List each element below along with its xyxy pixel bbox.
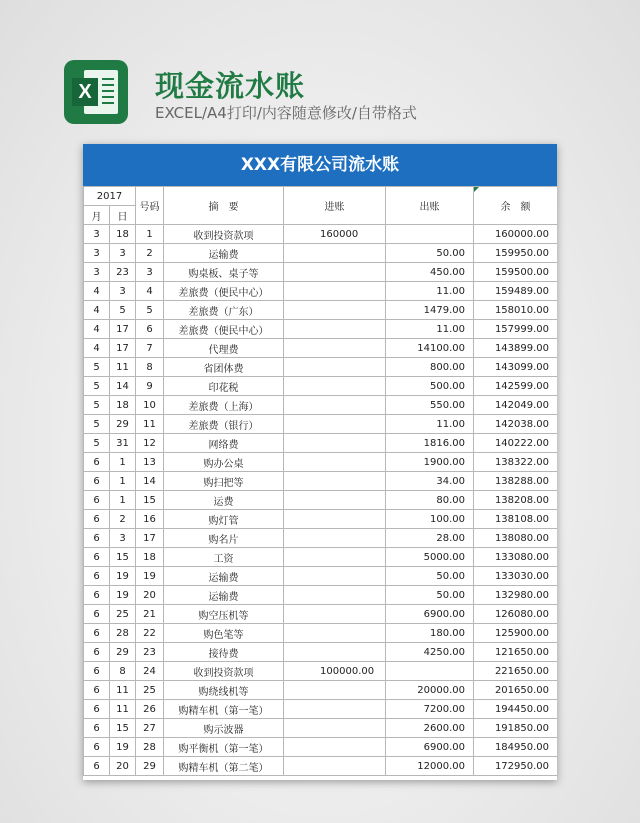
balance-cell[interactable]: 159489.00: [474, 282, 557, 301]
expense-cell[interactable]: 11.00: [386, 415, 474, 434]
table-row: [84, 700, 558, 719]
day-cell[interactable]: 1: [110, 472, 136, 491]
day-cell[interactable]: 3: [110, 529, 136, 548]
income-cell[interactable]: [284, 529, 386, 548]
code-cell[interactable]: 25: [136, 681, 164, 700]
summary-cell[interactable]: 收到投资款项: [164, 662, 284, 681]
expense-cell[interactable]: [386, 225, 474, 244]
summary-cell[interactable]: 网络费: [164, 434, 284, 453]
income-cell[interactable]: [284, 681, 386, 700]
code-cell[interactable]: 17: [136, 529, 164, 548]
day-cell[interactable]: 23: [110, 263, 136, 282]
month-cell[interactable]: 6: [84, 472, 110, 491]
expense-cell[interactable]: 6900.00: [386, 738, 474, 757]
table-row: [84, 415, 558, 434]
expense-cell[interactable]: 6900.00: [386, 605, 474, 624]
summary-cell[interactable]: 接待费: [164, 643, 284, 662]
table-row: [84, 738, 558, 757]
day-cell[interactable]: 25: [110, 605, 136, 624]
day-cell[interactable]: 18: [110, 225, 136, 244]
day-cell[interactable]: 28: [110, 624, 136, 643]
table-row: [84, 624, 558, 643]
income-cell[interactable]: [284, 358, 386, 377]
code-cell[interactable]: 22: [136, 624, 164, 643]
income-cell[interactable]: [284, 396, 386, 415]
table-row: [84, 358, 558, 377]
expense-cell[interactable]: 100.00: [386, 510, 474, 529]
balance-cell[interactable]: 201650.00: [474, 681, 557, 700]
income-cell[interactable]: [284, 263, 386, 282]
expense-cell[interactable]: 50.00: [386, 567, 474, 586]
summary-cell[interactable]: 购平衡机（第一笔）: [164, 738, 284, 757]
balance-cell[interactable]: 158010.00: [474, 301, 557, 320]
summary-cell[interactable]: 运输费: [164, 567, 284, 586]
code-cell[interactable]: 8: [136, 358, 164, 377]
table-row: [84, 339, 558, 358]
day-cell[interactable]: 20: [110, 757, 136, 776]
balance-cell[interactable]: 126080.00: [474, 605, 557, 624]
code-cell[interactable]: 28: [136, 738, 164, 757]
month-cell[interactable]: 6: [84, 700, 110, 719]
sheet-banner: XXX有限公司流水账: [83, 144, 557, 186]
expense-cell[interactable]: 11.00: [386, 282, 474, 301]
balance-cell[interactable]: 142599.00: [474, 377, 557, 396]
page-title: 现金流水账: [155, 69, 306, 103]
income-cell[interactable]: [284, 757, 386, 776]
income-cell[interactable]: [284, 586, 386, 605]
code-cell[interactable]: 7: [136, 339, 164, 358]
balance-cell[interactable]: 160000.00: [474, 225, 557, 244]
table-row: [84, 586, 558, 605]
code-header[interactable]: 号码: [136, 187, 164, 225]
month-cell[interactable]: 3: [84, 244, 110, 263]
income-cell[interactable]: [284, 244, 386, 263]
code-cell[interactable]: 6: [136, 320, 164, 339]
month-cell[interactable]: 6: [84, 567, 110, 586]
summary-cell[interactable]: 运费: [164, 491, 284, 510]
table-row: [84, 529, 558, 548]
table-row: [84, 301, 558, 320]
income-cell[interactable]: [284, 320, 386, 339]
balance-cell[interactable]: 125900.00: [474, 624, 557, 643]
expense-cell[interactable]: 20000.00: [386, 681, 474, 700]
balance-cell[interactable]: 221650.00: [474, 662, 557, 681]
day-cell[interactable]: 11: [110, 700, 136, 719]
expense-cell[interactable]: 1900.00: [386, 453, 474, 472]
balance-cell[interactable]: 142049.00: [474, 396, 557, 415]
income-cell[interactable]: [284, 434, 386, 453]
table-row: [84, 244, 558, 263]
summary-cell[interactable]: 购灯管: [164, 510, 284, 529]
month-cell[interactable]: 6: [84, 491, 110, 510]
table-row: [84, 643, 558, 662]
table-row: [84, 320, 558, 339]
table-row: [84, 605, 558, 624]
code-cell[interactable]: 27: [136, 719, 164, 738]
header-row-1: [84, 187, 558, 206]
summary-cell[interactable]: 购办公桌: [164, 453, 284, 472]
code-cell[interactable]: 5: [136, 301, 164, 320]
expense-cell[interactable]: 50.00: [386, 586, 474, 605]
code-cell[interactable]: 11: [136, 415, 164, 434]
balance-cell[interactable]: 194450.00: [474, 700, 557, 719]
day-cell[interactable]: 19: [110, 586, 136, 605]
summary-cell[interactable]: 购色笔等: [164, 624, 284, 643]
month-cell[interactable]: 3: [84, 225, 110, 244]
code-cell[interactable]: 20: [136, 586, 164, 605]
day-cell[interactable]: 19: [110, 738, 136, 757]
expense-cell[interactable]: 14100.00: [386, 339, 474, 358]
income-cell[interactable]: [284, 282, 386, 301]
income-cell[interactable]: [284, 548, 386, 567]
expense-cell[interactable]: 28.00: [386, 529, 474, 548]
day-cell[interactable]: 5: [110, 301, 136, 320]
balance-cell[interactable]: 138288.00: [474, 472, 557, 491]
summary-cell[interactable]: 省团体费: [164, 358, 284, 377]
month-cell[interactable]: 6: [84, 529, 110, 548]
balance-cell[interactable]: 157999.00: [474, 320, 557, 339]
summary-cell[interactable]: 购桌板、桌子等: [164, 263, 284, 282]
summary-cell[interactable]: 收到投资款项: [164, 225, 284, 244]
month-cell[interactable]: 5: [84, 396, 110, 415]
code-cell[interactable]: 23: [136, 643, 164, 662]
logo-letter: X: [72, 78, 98, 106]
expense-cell[interactable]: 11.00: [386, 320, 474, 339]
excel-logo-icon: [64, 60, 128, 124]
table-row: [84, 491, 558, 510]
table-row: [84, 434, 558, 453]
balance-cell[interactable]: 121650.00: [474, 643, 557, 662]
income-cell[interactable]: 160000: [284, 225, 386, 244]
balance-cell[interactable]: 142038.00: [474, 415, 557, 434]
income-cell[interactable]: [284, 415, 386, 434]
balance-cell[interactable]: 172950.00: [474, 757, 557, 776]
income-cell[interactable]: [284, 339, 386, 358]
balance-cell[interactable]: 138322.00: [474, 453, 557, 472]
month-cell[interactable]: 3: [84, 263, 110, 282]
expense-cell[interactable]: 450.00: [386, 263, 474, 282]
code-cell[interactable]: 15: [136, 491, 164, 510]
day-cell[interactable]: 29: [110, 415, 136, 434]
month-cell[interactable]: 6: [84, 643, 110, 662]
day-cell[interactable]: 18: [110, 396, 136, 415]
table-row: [84, 453, 558, 472]
day-cell[interactable]: 1: [110, 453, 136, 472]
expense-cell[interactable]: 800.00: [386, 358, 474, 377]
income-cell[interactable]: [284, 643, 386, 662]
summary-cell[interactable]: 差旅费（银行）: [164, 415, 284, 434]
code-cell[interactable]: 9: [136, 377, 164, 396]
code-cell[interactable]: 2: [136, 244, 164, 263]
table-row: [84, 548, 558, 567]
day-cell[interactable]: 17: [110, 339, 136, 358]
code-cell[interactable]: 26: [136, 700, 164, 719]
month-cell[interactable]: 6: [84, 586, 110, 605]
day-cell[interactable]: 15: [110, 548, 136, 567]
day-cell[interactable]: 19: [110, 567, 136, 586]
ledger-table: [83, 186, 557, 776]
month-cell[interactable]: 6: [84, 681, 110, 700]
month-cell[interactable]: 5: [84, 434, 110, 453]
expense-cell[interactable]: 50.00: [386, 244, 474, 263]
summary-cell[interactable]: 购精车机（第一笔）: [164, 700, 284, 719]
expense-cell[interactable]: 550.00: [386, 396, 474, 415]
expense-cell[interactable]: 1816.00: [386, 434, 474, 453]
month-cell[interactable]: 6: [84, 510, 110, 529]
cell-marker-icon: [474, 187, 479, 192]
income-cell[interactable]: [284, 472, 386, 491]
income-cell[interactable]: [284, 377, 386, 396]
code-cell[interactable]: 18: [136, 548, 164, 567]
day-cell[interactable]: 8: [110, 662, 136, 681]
summary-cell[interactable]: 运输费: [164, 244, 284, 263]
summary-cell[interactable]: 差旅费（便民中心）: [164, 282, 284, 301]
code-cell[interactable]: 24: [136, 662, 164, 681]
income-header[interactable]: 进账: [284, 187, 386, 225]
balance-cell[interactable]: 138208.00: [474, 491, 557, 510]
day-cell[interactable]: 2: [110, 510, 136, 529]
expense-cell[interactable]: 7200.00: [386, 700, 474, 719]
expense-cell[interactable]: 34.00: [386, 472, 474, 491]
income-cell[interactable]: [284, 567, 386, 586]
day-cell[interactable]: 29: [110, 643, 136, 662]
income-cell[interactable]: [284, 738, 386, 757]
table-row: [84, 719, 558, 738]
expense-cell[interactable]: 4250.00: [386, 643, 474, 662]
table-row: [84, 567, 558, 586]
month-cell[interactable]: 6: [84, 453, 110, 472]
table-row: [84, 396, 558, 415]
summary-cell[interactable]: 运输费: [164, 586, 284, 605]
day-header[interactable]: 日: [110, 206, 136, 225]
summary-cell[interactable]: 购名片: [164, 529, 284, 548]
balance-cell[interactable]: 138080.00: [474, 529, 557, 548]
balance-cell[interactable]: 143099.00: [474, 358, 557, 377]
balance-cell[interactable]: 159950.00: [474, 244, 557, 263]
expense-cell[interactable]: 12000.00: [386, 757, 474, 776]
month-cell[interactable]: 5: [84, 415, 110, 434]
month-cell[interactable]: 6: [84, 719, 110, 738]
summary-cell[interactable]: 购示波器: [164, 719, 284, 738]
balance-cell[interactable]: 133080.00: [474, 548, 557, 567]
month-cell[interactable]: 6: [84, 738, 110, 757]
summary-cell[interactable]: 工资: [164, 548, 284, 567]
day-cell[interactable]: 3: [110, 244, 136, 263]
day-cell[interactable]: 1: [110, 491, 136, 510]
code-cell[interactable]: 16: [136, 510, 164, 529]
code-cell[interactable]: 4: [136, 282, 164, 301]
code-cell[interactable]: 21: [136, 605, 164, 624]
ledger-sheet: [83, 144, 557, 780]
expense-cell[interactable]: 500.00: [386, 377, 474, 396]
code-cell[interactable]: 13: [136, 453, 164, 472]
summary-cell[interactable]: 代理费: [164, 339, 284, 358]
code-cell[interactable]: 3: [136, 263, 164, 282]
day-cell[interactable]: 3: [110, 282, 136, 301]
month-cell[interactable]: 4: [84, 301, 110, 320]
code-cell[interactable]: 10: [136, 396, 164, 415]
expense-header[interactable]: 出账: [386, 187, 474, 225]
code-cell[interactable]: 19: [136, 567, 164, 586]
balance-cell[interactable]: 143899.00: [474, 339, 557, 358]
balance-header[interactable]: [474, 187, 557, 225]
income-cell[interactable]: [284, 301, 386, 320]
income-cell[interactable]: [284, 491, 386, 510]
summary-cell[interactable]: 购精车机（第二笔）: [164, 757, 284, 776]
month-cell[interactable]: 6: [84, 757, 110, 776]
balance-cell[interactable]: 132980.00: [474, 586, 557, 605]
expense-cell[interactable]: [386, 662, 474, 681]
summary-cell[interactable]: 购扫把等: [164, 472, 284, 491]
table-row: [84, 681, 558, 700]
balance-cell[interactable]: 140222.00: [474, 434, 557, 453]
page-subtitle: EXCEL/A4打印/内容随意修改/自带格式: [155, 104, 417, 122]
summary-header[interactable]: 摘 要: [164, 187, 284, 225]
day-cell[interactable]: 11: [110, 358, 136, 377]
table-row: [84, 282, 558, 301]
summary-cell[interactable]: 差旅费（广东）: [164, 301, 284, 320]
table-row: [84, 662, 558, 681]
day-cell[interactable]: 14: [110, 377, 136, 396]
balance-cell[interactable]: 133030.00: [474, 567, 557, 586]
expense-cell[interactable]: 180.00: [386, 624, 474, 643]
day-cell[interactable]: 17: [110, 320, 136, 339]
month-cell[interactable]: 6: [84, 624, 110, 643]
summary-cell[interactable]: 差旅费（上海）: [164, 396, 284, 415]
balance-cell[interactable]: 191850.00: [474, 719, 557, 738]
month-cell[interactable]: 6: [84, 662, 110, 681]
month-cell[interactable]: 5: [84, 377, 110, 396]
code-cell[interactable]: 1: [136, 225, 164, 244]
month-cell[interactable]: 6: [84, 605, 110, 624]
expense-cell[interactable]: 80.00: [386, 491, 474, 510]
month-header[interactable]: 月: [84, 206, 110, 225]
table-row: [84, 225, 558, 244]
day-cell[interactable]: 31: [110, 434, 136, 453]
month-cell[interactable]: 4: [84, 282, 110, 301]
code-cell[interactable]: 14: [136, 472, 164, 491]
income-cell[interactable]: [284, 719, 386, 738]
balance-cell[interactable]: 138108.00: [474, 510, 557, 529]
code-cell[interactable]: 29: [136, 757, 164, 776]
month-cell[interactable]: 4: [84, 320, 110, 339]
month-cell[interactable]: 4: [84, 339, 110, 358]
income-cell[interactable]: [284, 700, 386, 719]
table-row: [84, 510, 558, 529]
expense-cell[interactable]: 1479.00: [386, 301, 474, 320]
expense-cell[interactable]: 5000.00: [386, 548, 474, 567]
summary-cell[interactable]: 印花税: [164, 377, 284, 396]
income-cell[interactable]: 100000.00: [284, 662, 386, 681]
income-cell[interactable]: [284, 453, 386, 472]
income-cell[interactable]: [284, 605, 386, 624]
month-cell[interactable]: 5: [84, 358, 110, 377]
table-row: [84, 263, 558, 282]
summary-cell[interactable]: 购绕线机等: [164, 681, 284, 700]
table-row: [84, 472, 558, 491]
income-cell[interactable]: [284, 624, 386, 643]
balance-cell[interactable]: 184950.00: [474, 738, 557, 757]
day-cell[interactable]: 15: [110, 719, 136, 738]
month-cell[interactable]: 6: [84, 548, 110, 567]
balance-header-label: 余 额: [500, 202, 531, 213]
summary-cell[interactable]: 差旅费（便民中心）: [164, 320, 284, 339]
summary-cell[interactable]: 购空压机等: [164, 605, 284, 624]
code-cell[interactable]: 12: [136, 434, 164, 453]
table-row: [84, 377, 558, 396]
year-cell[interactable]: 2017: [84, 187, 136, 206]
day-cell[interactable]: 11: [110, 681, 136, 700]
expense-cell[interactable]: 2600.00: [386, 719, 474, 738]
table-row: [84, 757, 558, 776]
income-cell[interactable]: [284, 510, 386, 529]
balance-cell[interactable]: 159500.00: [474, 263, 557, 282]
